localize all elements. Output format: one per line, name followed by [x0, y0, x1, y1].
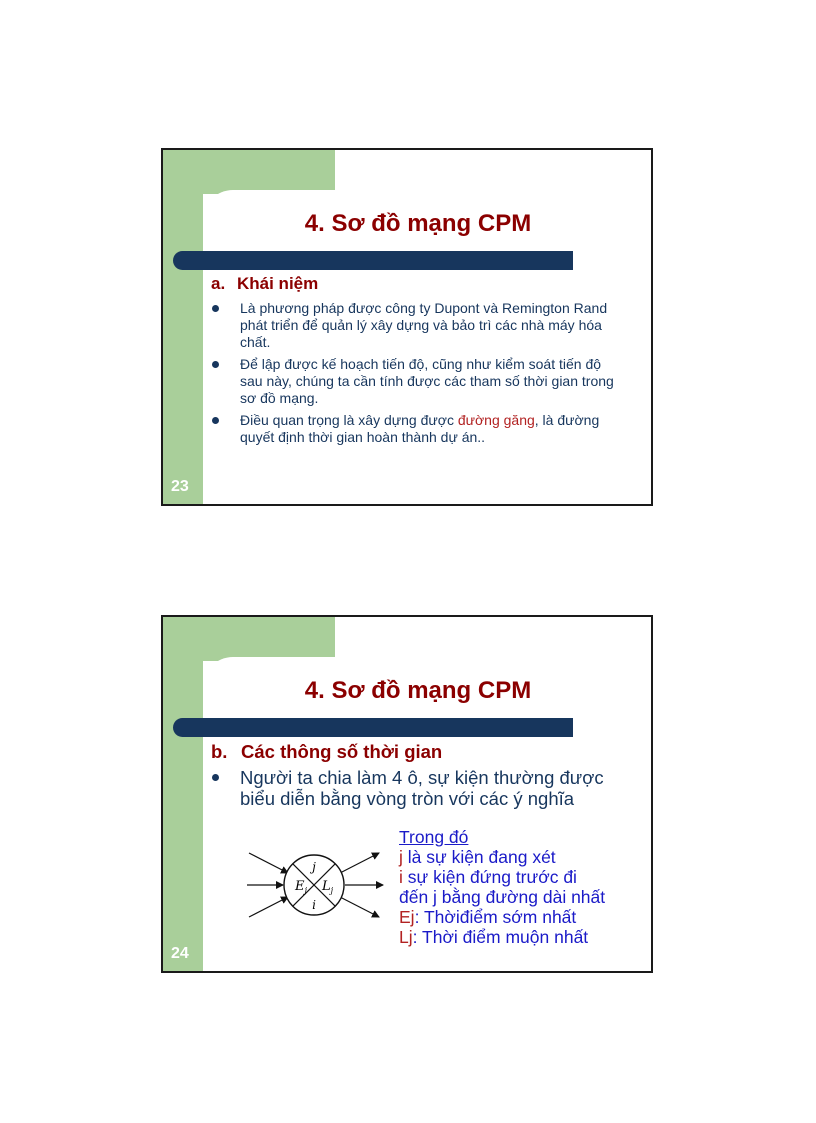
slide-23: [161, 148, 653, 506]
section-title: Khái niệm: [237, 274, 319, 293]
legend-line: i sự kiện đứng trước đi: [399, 867, 577, 887]
section-title: Các thông số thời gian: [241, 741, 443, 762]
bullet-dot-icon: [212, 361, 219, 368]
section-letter: a.: [211, 274, 226, 293]
title-underline-bar: [173, 718, 573, 737]
section-heading: [211, 741, 442, 763]
list-item: [207, 356, 627, 407]
outgoing-arrow: [340, 897, 379, 917]
slide-24: [161, 615, 653, 973]
slide-number: 23: [171, 478, 189, 495]
list-item: [207, 300, 627, 351]
green-side-band: [163, 150, 203, 504]
bullet-text: Để lập được kế hoạch tiến độ, cũng như kiểm soát tiến độ sau này, chúng ta cần tính được các tham số thời gian trong sơ đồ mạng.: [240, 356, 614, 406]
section-heading: [211, 274, 318, 294]
quadrant-i-label: i: [312, 898, 316, 912]
quadrant-j-label: j: [312, 860, 316, 874]
bullet-dot-icon: [212, 305, 219, 312]
section-letter: b.: [211, 741, 228, 762]
list-item: [207, 412, 627, 446]
critical-path-term: đường găng: [457, 412, 535, 428]
bullet-list: [207, 300, 627, 451]
bullet-dot-icon: [212, 417, 219, 424]
slide-title: 4. Sơ đồ mạng CPM: [304, 210, 532, 237]
green-top-band: [163, 617, 335, 661]
bullet-text-before: Điều quan trọng là xây dựng được: [240, 412, 458, 428]
legend-text: [399, 827, 649, 947]
bullet-text-after: , là đường quyết định thời gian hoàn thành dự án..: [240, 412, 600, 445]
legend-line: Lj: Thời điểm muộn nhất: [399, 927, 589, 947]
incoming-arrow: [249, 853, 288, 873]
bullet-list: [207, 767, 627, 823]
legend-line: j là sự kiện đang xét: [399, 847, 556, 867]
legend-heading: Trong đó: [399, 827, 469, 847]
incoming-arrow: [249, 897, 288, 917]
bullet-text: Người ta chia làm 4 ô, sự kiện thường được biểu diễn bằng vòng tròn với các ý nghĩa: [240, 767, 604, 809]
title-underline-bar: [173, 251, 573, 270]
green-top-band: [163, 150, 335, 194]
bullet-text: Là phương pháp được công ty Dupont và Remington Rand phát triển để quản lý xây dựng và bảo trì các nhà máy hóa chất.: [240, 300, 608, 350]
quadrant-l-label: $L_j$: [322, 879, 334, 895]
slide-number: 24: [171, 945, 189, 962]
green-side-band: [163, 617, 203, 971]
legend-line: đến j bằng đường dài nhất: [399, 887, 606, 907]
bullet-dot-icon: [212, 774, 219, 781]
list-item: [207, 767, 627, 809]
legend-line: Ej: Thờiđiểm sớm nhất: [399, 907, 577, 927]
quadrant-e-label: $E_j$: [295, 879, 307, 895]
event-node-diagram: [239, 827, 389, 947]
slide-title: 4. Sơ đồ mạng CPM: [304, 677, 532, 704]
outgoing-arrow: [340, 853, 379, 873]
